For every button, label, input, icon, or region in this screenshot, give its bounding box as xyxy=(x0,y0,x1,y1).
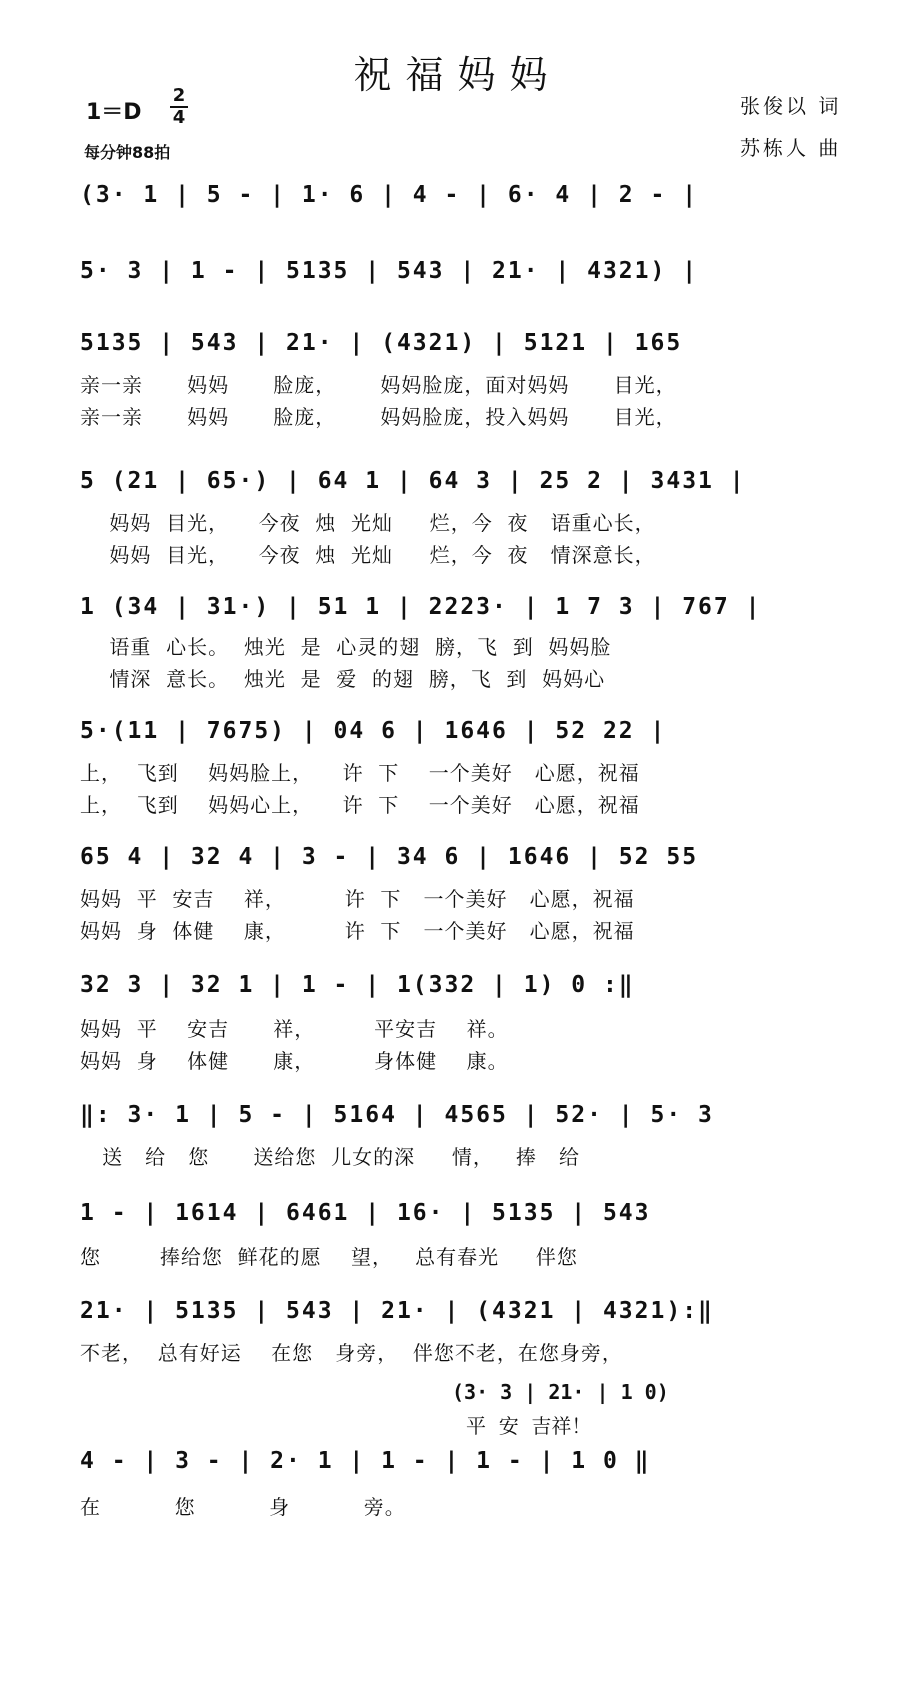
lyric-line-4a: 妈妈 目光， 今夜 烛 光灿 烂，今 夜 语重心长， xyxy=(80,511,656,535)
alt-ending-notes: (3· 3 | 21· | 1 0) xyxy=(452,1380,669,1404)
composer-credit: 苏栋人 曲 xyxy=(740,136,842,160)
notes-line-4: 5 (21 | 65·) | 64 1 | 64 3 | 25 2 | 3431 | xyxy=(80,468,746,494)
lyricist-credit: 张俊以 词 xyxy=(740,94,842,118)
lyric-line-9: 送 给 您 送给您 儿女的深 情， 捧 给 xyxy=(80,1145,581,1169)
lyric-line-5a: 语重 心长。 烛光 是 心灵的翅 膀，飞 到 妈妈脸 xyxy=(80,635,612,659)
time-signature-top: 2 xyxy=(170,86,188,108)
notes-line-2: 5· 3 | 1 - | 5135 | 543 | 21· | 4321) | xyxy=(80,258,699,284)
notes-line-10: 1 - | 1614 | 6461 | 16· | 5135 | 543 xyxy=(80,1200,651,1226)
lyric-line-6a: 上， 飞到 妈妈脸上， 许 下 一个美好 心愿，祝福 xyxy=(80,761,640,785)
lyric-line-5b: 情深 意长。 烛光 是 爱 的翅 膀，飞 到 妈妈心 xyxy=(80,667,606,691)
notes-line-3: 5135 | 543 | 21· | (4321) | 5121 | 165 xyxy=(80,330,683,356)
lyric-line-11: 不老， 总有好运 在您 身旁， 伴您不老，在您身旁， xyxy=(80,1341,623,1365)
lyric-line-6b: 上， 飞到 妈妈心上， 许 下 一个美好 心愿，祝福 xyxy=(80,793,640,817)
notes-line-1: (3· 1 | 5 - | 1· 6 | 4 - | 6· 4 | 2 - | xyxy=(80,182,699,208)
notes-line-11: 21· | 5135 | 543 | 21· | (4321 | 4321):‖ xyxy=(80,1298,714,1324)
tempo-marking: 每分钟88拍 xyxy=(84,143,171,162)
lyric-line-7b: 妈妈 身 体健 康， 许 下 一个美好 心愿，祝福 xyxy=(80,919,635,943)
lyric-line-3a: 亲一亲 妈妈 脸庞， 妈妈脸庞，面对妈妈 目光， xyxy=(80,373,677,397)
time-signature-bottom: 4 xyxy=(172,107,186,128)
notes-line-7: 65 4 | 32 4 | 3 - | 34 6 | 1646 | 52 55 xyxy=(80,844,699,870)
lyric-line-7a: 妈妈 平 安吉 祥， 许 下 一个美好 心愿，祝福 xyxy=(80,887,635,911)
lyric-line-4b: 妈妈 目光， 今夜 烛 光灿 烂，今 夜 情深意长， xyxy=(80,543,656,567)
notes-line-9: ‖: 3· 1 | 5 - | 5164 | 4565 | 52· | 5· 3 xyxy=(80,1102,714,1128)
key-signature: 1＝D xyxy=(86,100,142,125)
lyric-line-3b: 亲一亲 妈妈 脸庞， 妈妈脸庞，投入妈妈 目光， xyxy=(80,405,677,429)
song-title: 祝福妈妈 xyxy=(353,53,562,97)
lyric-line-10: 您 捧给您 鲜花的愿 望， 总有春光 伴您 xyxy=(80,1245,578,1269)
time-signature xyxy=(170,86,188,128)
lyric-line-8b: 妈妈 身 体健 康， 身体健 康。 xyxy=(80,1049,509,1073)
notes-line-5: 1 (34 | 31·) | 51 1 | 2223· | 1 7 3 | 767 | xyxy=(80,594,762,620)
notes-line-12: 4 - | 3 - | 2· 1 | 1 - | 1 - | 1 0 ‖ xyxy=(80,1448,651,1474)
lyric-line-12: 在 您 身 旁。 xyxy=(80,1495,406,1519)
notes-line-6: 5·(11 | 7675) | 04 6 | 1646 | 52 22 | xyxy=(80,718,667,744)
alt-ending-lyrics: 平 安 吉祥！ xyxy=(466,1414,592,1438)
lyric-line-8a: 妈妈 平 安吉 祥， 平安吉 祥。 xyxy=(80,1017,509,1041)
notes-line-8: 32 3 | 32 1 | 1 - | 1(332 | 1) 0 :‖ xyxy=(80,972,635,998)
